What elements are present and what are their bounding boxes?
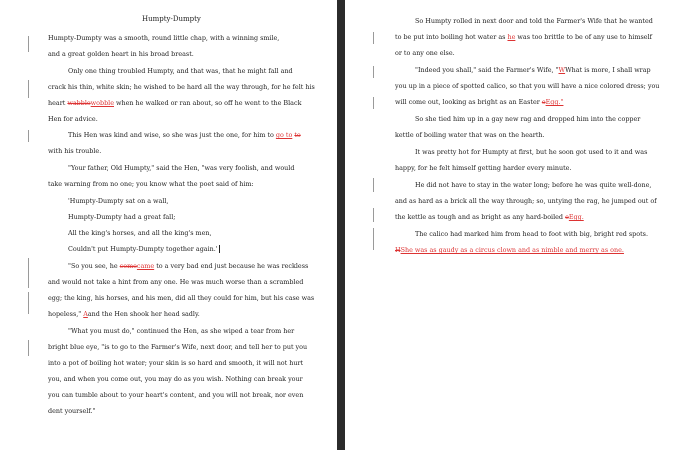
text-line: hopeless," Aand the Hen shook her head sadly. [48,310,200,318]
deleted-text: e [565,213,569,221]
inserted-text: Egg. [568,213,584,221]
text-cursor [219,245,220,253]
text-line: kettle of boiling water that was on the hearth. [395,131,545,139]
text-line: egg; the king, his horses, and his men, did all they could for him, but his case was [48,294,315,302]
text-line: dent yourself." [48,407,96,415]
change-bar [28,80,29,98]
inserted-text: A [83,310,88,318]
text-line: the kettle as tough and as bright as any hard-boiled eEgg. [395,213,584,221]
text-line: So she tied him up in a gay new rag and dropped him into the copper [415,115,641,123]
inserted-text: W [558,66,566,74]
change-bar [373,228,374,250]
text-line: Hen for advice. [48,115,98,123]
change-bar [28,340,29,356]
change-bar [373,97,374,109]
document-page-left[interactable] [0,0,337,450]
inserted-text: came [136,262,155,270]
text-line: He did not have to stay in the water long; before he was quite well-done, [415,181,652,189]
text-line: "Indeed you shall," said the Farmer's Wife, "WWhat is more, I shall wrap [415,66,651,74]
change-bar [373,178,374,192]
text-line: crack his thin, white skin; he wished to be hard all the way through, for he felt his [48,83,315,91]
change-bar [28,292,29,314]
page-divider [337,0,345,450]
text-line: and would not take a hint from any one. He was much worse than a scrambled [48,278,304,286]
text-line: take warning from no one; you know what the poet said of him: [48,180,254,188]
text-line: It was pretty hot for Humpty at first, but he soon got used to it and was [415,148,648,156]
text-line: "Your father, Old Humpty," said the Hen, "was very foolish, and would [68,164,295,172]
text-line: and as hard as a brick all the way through; so, untying the rag, he jumped out of [395,197,657,205]
inserted-text: She was as gaudy as a circus clown and as nimble and merry as one. [400,246,624,254]
poem-line: Humpty-Dumpty had a great fall; [68,213,176,221]
text-line: will come out, looking as bright as an Easter eEgg." [395,98,564,106]
inserted-text: he [507,33,516,41]
text-line: with his trouble. [48,147,102,155]
text-line: to be put into boiling hot water as he was too brittle to be of any use to himself [395,33,652,41]
text-line: The calico had marked him from head to foot with big, bright red spots. [415,230,648,238]
poem-line: Couldn't put Humpty-Dumpty together again.' [68,245,218,253]
document-page-right[interactable] [345,0,680,450]
text-line: So Humpty rolled in next door and told the Farmer's Wife that he wanted [415,17,653,25]
text-line: Only one thing troubled Humpty, and that was, that he might fall and [68,67,293,75]
deleted-text: H [395,246,401,254]
text-line [395,246,624,254]
text-line: heart wabblewobble when he walked or ran about, so off he went to the Black [48,99,302,107]
text-line: "So you see, he comecame to a very bad end just because he was reckless [68,262,309,270]
text-line: you up in a piece of spotted calico, so that you will have a nice colored dress; you [395,82,660,90]
text-line: "What you must do," continued the Hen, as she wiped a tear from her [68,327,295,335]
deleted-text: to [294,131,301,139]
text-line: or to any one else. [395,49,455,57]
text-line: Humpty-Dumpty was a smooth, round little chap, with a winning smile, [48,34,280,42]
poem-line: 'Humpty-Dumpty sat on a wall, [68,197,169,205]
inserted-text: Egg." [545,98,564,106]
poem-line: All the king's horses, and all the king's men, [68,229,212,237]
change-bar [28,36,29,52]
deleted-text: come [119,262,137,270]
deleted-text: e [541,98,546,106]
deleted-text: wabble [67,99,91,107]
text-line: you can tumble about to your heart's content, and you will not break, nor even [48,391,304,399]
text-line: and a great golden heart in his broad breast. [48,50,194,58]
change-bar [373,208,374,222]
change-bar [373,32,374,44]
text-line: This Hen was kind and wise, so she was just the one, for him to go to to [68,131,301,139]
inserted-text: wobble [90,99,114,107]
change-bar [28,130,29,142]
change-bar [28,258,29,288]
text-line: you, and when you come out, you may do as you wish. Nothing can break your [48,375,303,383]
text-line: happy, for he felt himself getting harder every minute. [395,164,572,172]
change-bar [373,66,374,78]
document-title: Humpty-Dumpty [142,15,201,23]
text-line: bright blue eye, "is to go to the Farmer's Wife, next door, and tell her to put you [48,343,308,351]
text-line: into a pot of boiling hot water; your skin is so hard and smooth, it will not hurt [48,359,304,367]
inserted-text: go to [275,131,293,139]
